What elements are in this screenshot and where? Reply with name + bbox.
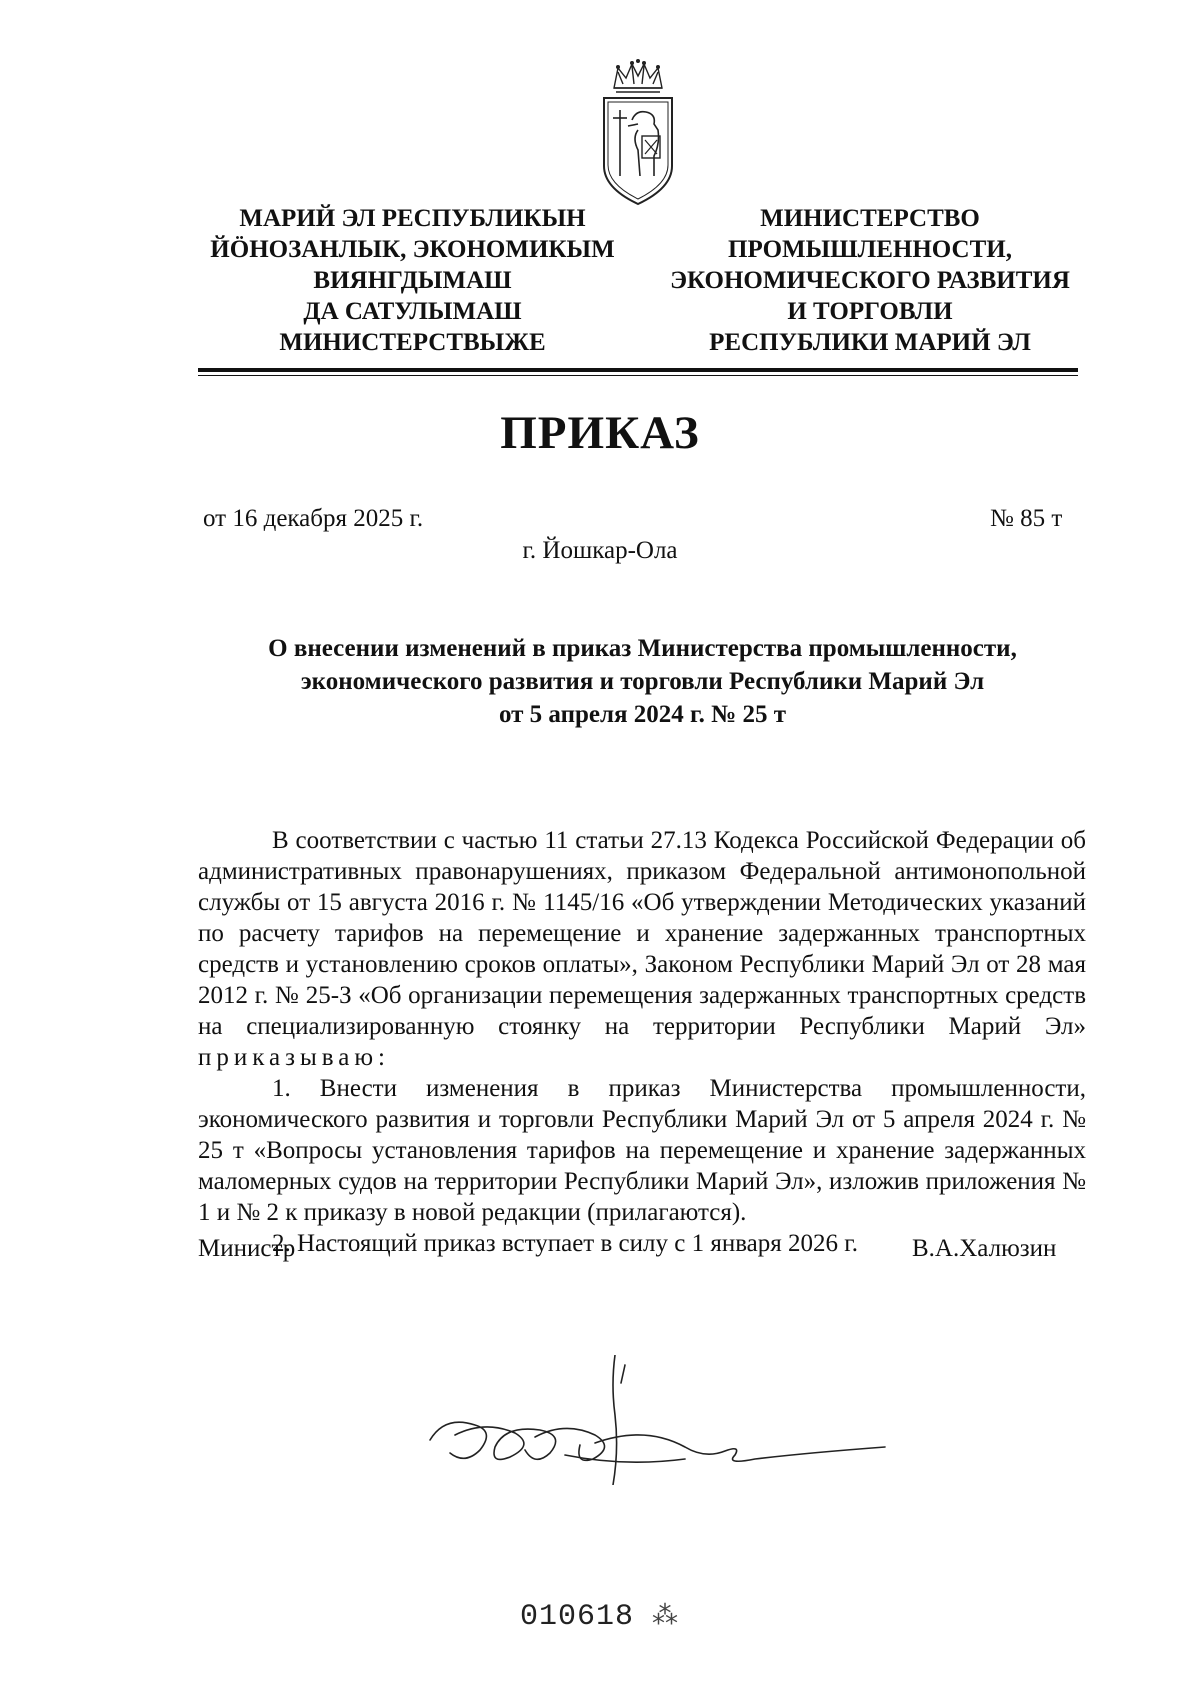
document-city: г. Йошкар-Ола (522, 537, 678, 564)
document-body (198, 825, 1086, 1259)
signatory-name: В.А.Халюзин (912, 1235, 1057, 1262)
subject-line: экономического развития и торговли Республики Марий Эл (300, 668, 985, 695)
header-right-line: РЕСПУБЛИКИ МАРИЙ ЭЛ (709, 329, 1031, 356)
ministry-name-mari (190, 203, 635, 358)
stamp-mark: ⁂ (652, 1601, 678, 1631)
document-subject (190, 632, 1095, 731)
document-title: ПРИКАЗ (500, 407, 700, 459)
header-left-line: ВИЯНГДЫМАШ (313, 267, 512, 294)
subject-line: О внесении изменений в приказ Министерства промышленности, (268, 635, 1017, 662)
header-right-line: И ТОРГОВЛИ (787, 298, 953, 325)
subject-line: от 5 апреля 2024 г. № 25 т (498, 701, 786, 728)
header-right-line: ПРОМЫШЛЕННОСТИ, (728, 236, 1012, 263)
item-1-paragraph: 1. Внести изменения в приказ Министерства промышленности, экономического развития и торговли Республики Марий Эл от 5 апреля 2024 г. № 25 т «Вопросы установления тарифов на перемещение и хранение задержанных маломерных судов на территории Республики Марий Эл», изложив приложения № 1 и № 2 к приказу в новой редакции (прилагаются). (198, 1075, 1086, 1226)
signatory-position: Министр (198, 1235, 296, 1262)
preamble-text: В соответствии с частью 11 статьи 27.13 Кодекса Российской Федерации об административных правонарушениях, приказом Федеральной антимонопольной службы от 15 августа 2016 г. № 1145/16 «Об утверждении Методических указаний по расчету тарифов на перемещение и хранение задержанных транспортных средств и установлению сроков оплаты», Законом Республики Марий Эл от 28 мая 2012 г. № 25-З «Об организации перемещения задержанных транспортных средств на специализированную стоянку на территории Республики Марий Эл» (198, 827, 1086, 1040)
serial-number-stamp: 010618 (520, 1600, 635, 1634)
item-2-paragraph: 2. Настоящий приказ вступает в силу с 1 января 2026 г. (272, 1230, 858, 1257)
preamble-paragraph (198, 825, 1086, 1073)
header-left-line: МАРИЙ ЭЛ РЕСПУБЛИКЫН (239, 205, 586, 232)
ministry-name-russian (660, 203, 1080, 358)
header-right-line: МИНИСТЕРСТВО (760, 205, 980, 232)
document-number: № 85 т (990, 505, 1063, 532)
header-left-line: МИНИСТЕРСТВЫЖЕ (279, 329, 546, 356)
header-left-line: ДА САТУЛЫМАШ (303, 298, 522, 325)
header-left-line: ЙÖНОЗАНЛЫК, ЭКОНОМИКЫМ (210, 236, 615, 263)
document-date: от 16 декабря 2025 г. (203, 505, 424, 532)
header-divider-thin (198, 375, 1078, 376)
handwritten-signature (425, 1355, 895, 1485)
coat-of-arms-icon (598, 58, 678, 206)
header-divider-thick (198, 368, 1078, 372)
order-word: приказываю: (198, 1044, 390, 1071)
header-right-line: ЭКОНОМИЧЕСКОГО РАЗВИТИЯ (670, 267, 1070, 294)
